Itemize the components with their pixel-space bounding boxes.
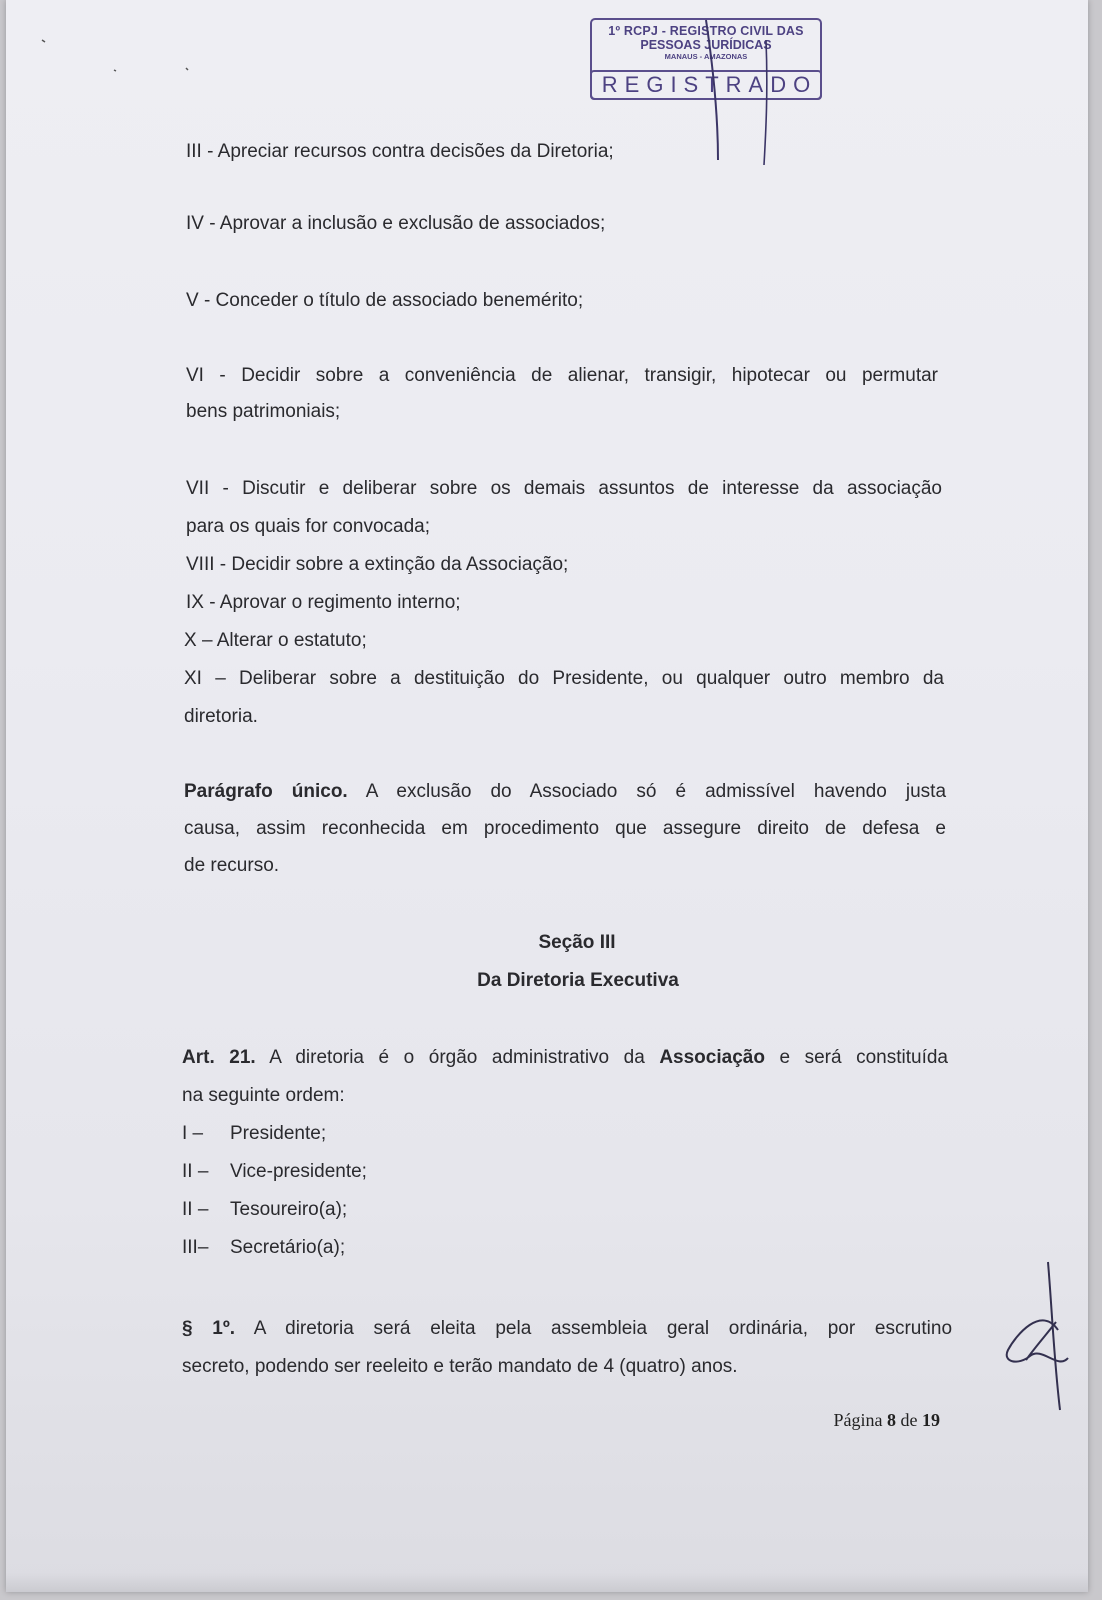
section-title: Seção III xyxy=(538,932,616,953)
role-name: Tesoureiro(a); xyxy=(230,1199,348,1220)
role-name: Secretário(a); xyxy=(230,1237,346,1258)
role-number: II – xyxy=(182,1199,209,1220)
item-xi-line-1: XI – Deliberar sobre a destituição do Presidente, ou qualquer outro membro da xyxy=(184,668,944,689)
role-number: III– xyxy=(182,1237,209,1258)
item-vi-line-1: VI - Decidir sobre a conveniência de alienar, transigir, hipotecar ou permutar xyxy=(186,365,938,386)
role-item xyxy=(182,1229,345,1267)
paragraph-1-label: § 1º. xyxy=(182,1318,236,1339)
role-number: II – xyxy=(182,1161,209,1182)
role-item xyxy=(182,1153,367,1191)
stamp-line-2: PESSOAS JURÍDICAS xyxy=(640,38,772,52)
article-21-text-bold: Associação xyxy=(659,1047,765,1068)
item-ix: IX - Aprovar o regimento interno; xyxy=(186,592,461,613)
signature-initials xyxy=(1007,1262,1068,1410)
paragraph-1-line-2: secreto, podendo ser reeleito e terão mandato de 4 (quatro) anos. xyxy=(182,1356,738,1377)
item-v: V - Conceder o título de associado benemérito; xyxy=(186,290,584,311)
item-iv: IV - Aprovar a inclusão e exclusão de associados; xyxy=(186,213,606,234)
page-separator: de xyxy=(900,1410,918,1430)
document-page xyxy=(6,0,1088,1592)
stamp-pen-stroke xyxy=(706,20,718,160)
paragraph-1-line-1 xyxy=(182,1310,952,1348)
article-21-line-1 xyxy=(182,1039,948,1077)
item-vii-line-2: para os quais for convocada; xyxy=(186,516,430,537)
page-number xyxy=(834,1410,941,1431)
role-name: Vice-presidente; xyxy=(230,1161,367,1182)
stamp-line-1: 1º RCPJ - REGISTRO CIVIL DAS xyxy=(608,24,804,38)
paragrafo-unico-label: Parágrafo único. xyxy=(184,781,348,802)
item-vi-line-2: bens patrimoniais; xyxy=(186,401,341,422)
article-21-text-post: e será constituída xyxy=(779,1047,949,1068)
role-item xyxy=(182,1115,326,1153)
article-21-text-pre: A diretoria é o órgão administrativo da xyxy=(269,1047,645,1068)
paragraph-1-text: A diretoria será eleita pela assembleia geral ordinária, por escrutino xyxy=(253,1318,953,1339)
item-xi-line-2: diretoria. xyxy=(184,706,258,727)
stamp-line-3: MANAUS - AMAZONAS xyxy=(664,52,748,61)
item-iii: III - Apreciar recursos contra decisões da Diretoria; xyxy=(186,141,614,162)
paragrafo-unico-line-2: causa, assim reconhecida em procedimento que assegure direito de defesa e xyxy=(184,818,946,839)
role-item xyxy=(182,1191,347,1229)
paragrafo-unico-line-3: de recurso. xyxy=(184,855,280,876)
item-vii-line-1: VII - Discutir e deliberar sobre os demais assuntos de interesse da associação xyxy=(186,478,942,499)
stamp-pen-stroke-2 xyxy=(764,40,767,165)
item-viii: VIII - Decidir sobre a extinção da Associação; xyxy=(186,554,569,575)
section-subtitle: Da Diretoria Executiva xyxy=(477,970,679,991)
stamp-registered-label: REGISTRADO xyxy=(590,70,822,100)
total-pages: 19 xyxy=(922,1410,940,1430)
article-21-label: Art. 21. xyxy=(182,1047,256,1068)
role-number: I – xyxy=(182,1123,204,1144)
paragrafo-unico-line-1 xyxy=(184,773,946,811)
article-21-line-2: na seguinte ordem: xyxy=(182,1085,345,1106)
page-prefix: Página xyxy=(833,1410,883,1430)
item-x: X – Alterar o estatuto; xyxy=(184,630,367,651)
current-page: 8 xyxy=(887,1410,896,1430)
scan-specks xyxy=(42,40,188,71)
role-name: Presidente; xyxy=(230,1123,327,1144)
paragrafo-unico-text: A exclusão do Associado só é admissível havendo justa xyxy=(365,781,947,802)
